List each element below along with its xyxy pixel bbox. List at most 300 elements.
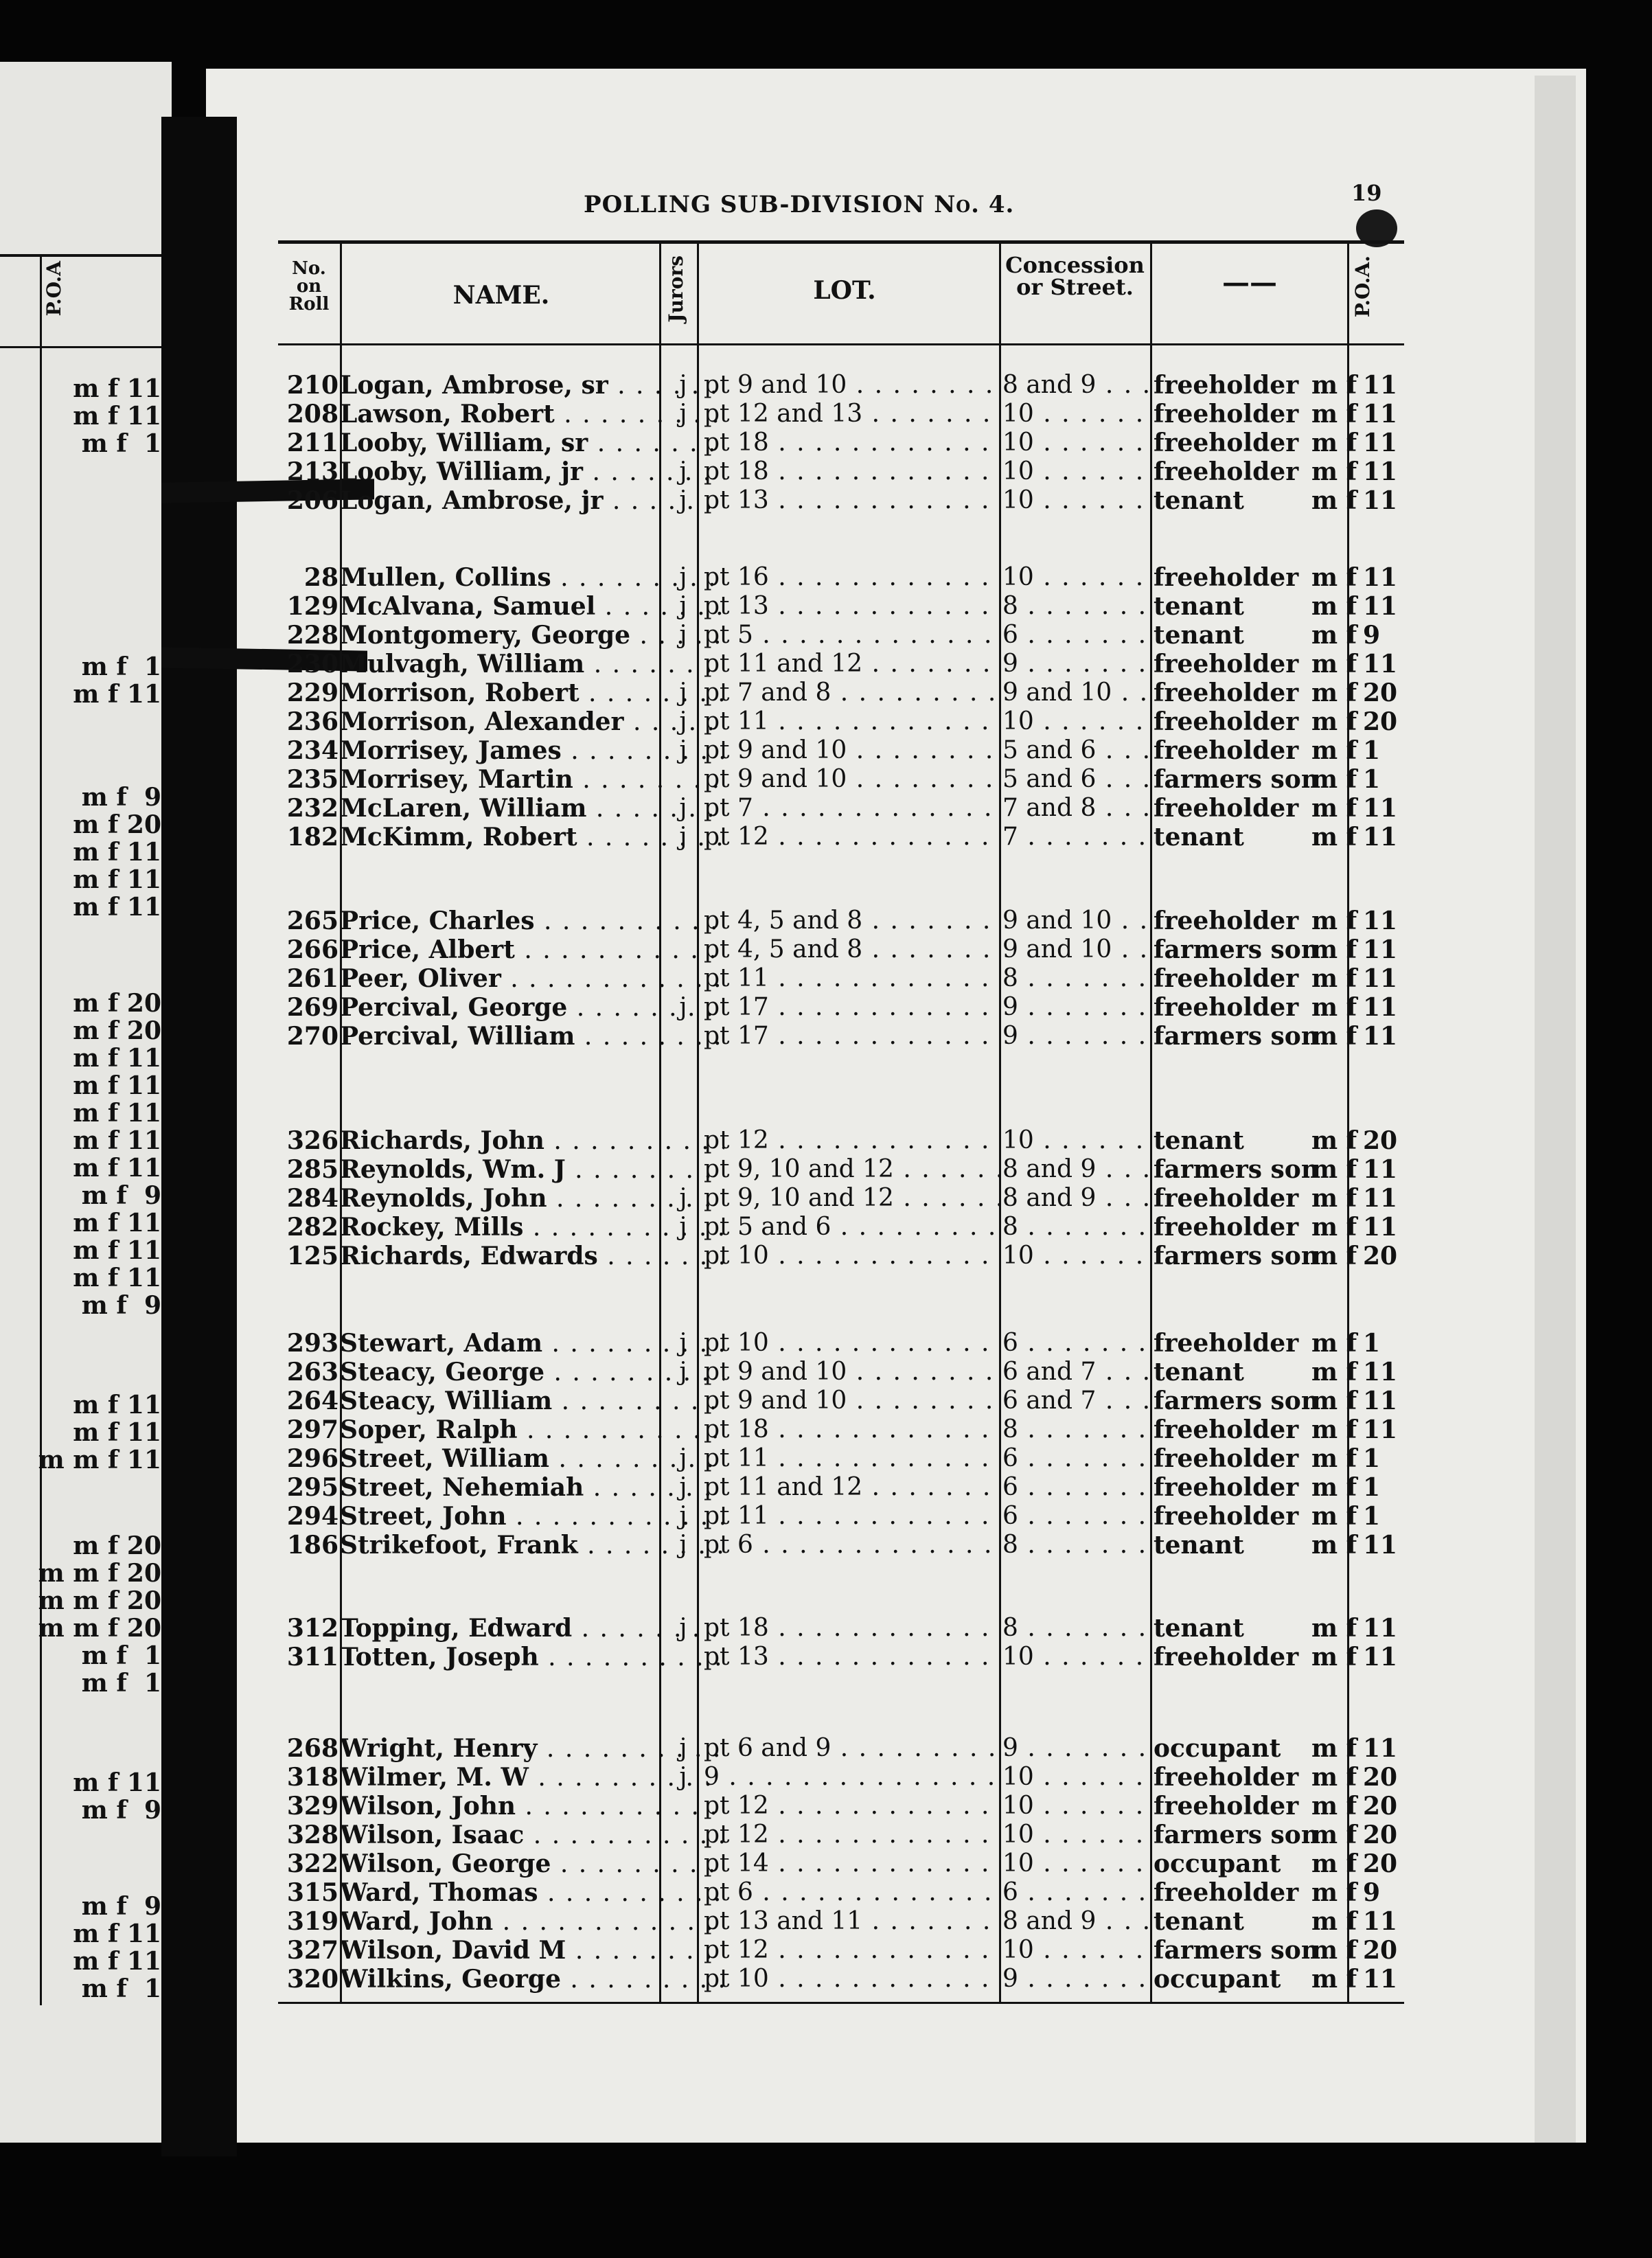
roll-number: 322: [286, 1849, 339, 1878]
lot-value: pt 12 . . .: [704, 1792, 999, 1820]
previous-page-row: m m f 20: [38, 1586, 161, 1615]
previous-page-row: m f 11: [73, 1264, 161, 1292]
voter-name: McAlvana, Samuel . . .: [340, 592, 724, 621]
table-row: [278, 964, 1404, 994]
poa-value: 9: [1363, 621, 1381, 650]
lot-value: pt 17 . . .: [704, 1022, 999, 1050]
concession-value: 6 . . .: [1002, 1329, 1152, 1357]
qualification-value: tenant: [1154, 1907, 1244, 1936]
concession-value: 8 and 9 . . .: [1002, 1184, 1152, 1212]
qualification-value: tenant: [1154, 823, 1244, 852]
voter-name: Stewart, Adam . . .: [340, 1329, 724, 1358]
sex-marker: m f: [1311, 1184, 1357, 1213]
previous-page-row: m f 11: [73, 838, 161, 867]
binding-gutter: [161, 117, 237, 2156]
lot-value: pt 9 and 10 . . .: [704, 371, 999, 399]
concession-column-header: Concession or Street.: [1005, 252, 1145, 300]
sex-marker: m f: [1311, 650, 1357, 678]
previous-page-row: m f 11: [73, 1209, 161, 1238]
qualification-value: freeholder: [1154, 1763, 1299, 1792]
lot-value: pt 4, 5 and 8 . . .: [704, 906, 999, 935]
juror-mark: j: [679, 993, 687, 1021]
poa-value: 11: [1363, 1734, 1398, 1763]
concession-value: 9 and 10 . . .: [1002, 678, 1152, 707]
table-row: [278, 563, 1404, 593]
roll-number: 285: [286, 1155, 339, 1184]
table-row: [278, 1242, 1404, 1272]
roll-number: 297: [286, 1415, 339, 1444]
roll-number: 315: [286, 1878, 339, 1907]
roll-number: 210: [286, 371, 339, 400]
table-row: [278, 935, 1404, 966]
concession-value: 8 . . .: [1002, 1614, 1152, 1642]
qualification-value: freeholder: [1154, 1444, 1299, 1473]
juror-mark: j: [679, 486, 687, 514]
sex-marker: m f: [1311, 1531, 1357, 1560]
lot-value: pt 9 and 10 . . .: [704, 1358, 999, 1386]
previous-page-row: m f 1: [81, 652, 161, 681]
qualification-value: freeholder: [1154, 1643, 1299, 1672]
concession-value: 10 . . .: [1002, 486, 1152, 514]
voter-name: Morrison, Alexander . . .: [340, 707, 724, 736]
table-row: [278, 1643, 1404, 1673]
qualification-value: freeholder: [1154, 371, 1299, 400]
previous-page-row: m f 1: [81, 1669, 161, 1698]
table-row: [278, 1878, 1404, 1908]
poa-value: 20: [1363, 1936, 1398, 1965]
concession-value: 10 . . .: [1002, 400, 1152, 428]
poa-value: 20: [1363, 678, 1398, 707]
lot-value: pt 12 . . .: [704, 1126, 999, 1154]
voter-name: Street, William . . .: [340, 1444, 724, 1473]
concession-value: 10 . . .: [1002, 1763, 1152, 1791]
roll-number: 270: [286, 1022, 339, 1051]
lot-value: pt 11 . . .: [704, 964, 999, 992]
qualification-value: occupant: [1154, 1965, 1281, 1994]
concession-value: 5 and 6 . . .: [1002, 736, 1152, 764]
sex-marker: m f: [1311, 1936, 1357, 1965]
sex-marker: m f: [1311, 1242, 1357, 1270]
lot-value: pt 12 . . .: [704, 1936, 999, 1964]
previous-page-row: m f 11: [73, 1071, 161, 1100]
sex-marker: m f: [1311, 1907, 1357, 1936]
voter-name: Logan, Ambrose, sr . . .: [340, 371, 724, 400]
sex-marker: m f: [1311, 457, 1357, 486]
lot-value: 9 . . .: [704, 1763, 999, 1791]
lot-value: pt 9 and 10 . . .: [704, 1387, 999, 1415]
voter-name: Wright, Henry . . .: [340, 1734, 724, 1763]
roll-number: 206: [286, 486, 339, 515]
voter-name: Wilson, Isaac . . .: [340, 1821, 724, 1849]
table-row: [278, 1614, 1404, 1644]
poa-value: 11: [1363, 1358, 1398, 1387]
voter-name: Ward, Thomas . . .: [340, 1878, 724, 1907]
poa-value: 11: [1363, 1907, 1398, 1936]
qualification-value: tenant: [1154, 1614, 1244, 1643]
concession-value: 10 . . .: [1002, 457, 1152, 486]
table-header-rule: [278, 343, 1404, 345]
table-row: [278, 457, 1404, 488]
voter-name: Looby, William, sr . . .: [340, 429, 724, 457]
sex-marker: m f: [1311, 935, 1357, 964]
poa-value: 20: [1363, 1792, 1398, 1821]
sex-marker: m f: [1311, 794, 1357, 823]
roll-number: 294: [286, 1502, 339, 1531]
lot-value: pt 10 . . .: [704, 1965, 999, 1993]
poa-value: 20: [1363, 1242, 1398, 1270]
roll-number: 320: [286, 1965, 339, 1994]
roll-number: 235: [286, 765, 339, 794]
concession-value: 6 . . .: [1002, 621, 1152, 649]
juror-mark: j: [679, 1329, 687, 1357]
juror-mark: j: [679, 678, 687, 707]
qualification-value: freeholder: [1154, 400, 1299, 429]
page-edge: [1535, 76, 1576, 2143]
table-row: [278, 1358, 1404, 1388]
juror-mark: j: [679, 371, 687, 399]
lot-value: pt 4, 5 and 8 . . .: [704, 935, 999, 963]
roll-column-header: No. on Roll: [288, 258, 330, 315]
poa-value: 11: [1363, 563, 1398, 592]
qualification-value: freeholder: [1154, 794, 1299, 823]
lot-value: pt 12 . . .: [704, 823, 999, 851]
qualification-value: farmers son: [1154, 935, 1319, 964]
roll-number: 229: [286, 678, 339, 707]
table-row: [278, 592, 1404, 622]
concession-value: 9 . . .: [1002, 1022, 1152, 1050]
roll-number: 268: [286, 1734, 339, 1763]
sex-marker: m f: [1311, 1022, 1357, 1051]
qualification-value: occupant: [1154, 1734, 1281, 1763]
concession-value: 9 and 10 . . .: [1002, 935, 1152, 963]
roll-number: 296: [286, 1444, 339, 1473]
voter-name: Percival, George . . .: [340, 993, 724, 1022]
roll-number: 228: [286, 621, 339, 650]
concession-value: 9 and 10 . . .: [1002, 906, 1152, 935]
qualification-value: tenant: [1154, 1126, 1244, 1155]
roll-number: 213: [286, 457, 339, 486]
table-row: [278, 794, 1404, 824]
table-row: [278, 486, 1404, 516]
qualification-value: farmers son: [1154, 1936, 1319, 1965]
roll-number: 234: [286, 736, 339, 765]
poa-value: 1: [1363, 1444, 1381, 1473]
concession-value: 6 . . .: [1002, 1502, 1152, 1530]
table-row: [278, 678, 1404, 709]
sex-marker: m f: [1311, 1965, 1357, 1994]
previous-page-row: m f 9: [81, 1181, 161, 1210]
sex-marker: m f: [1311, 592, 1357, 621]
voter-name: Wilkins, George . . .: [340, 1965, 724, 1994]
sex-marker: m f: [1311, 1878, 1357, 1907]
previous-page-row: m m f 20: [38, 1559, 161, 1588]
poa-value: 11: [1363, 1155, 1398, 1184]
voter-name: Ward, John . . .: [340, 1907, 724, 1936]
voter-name: Totten, Joseph . . .: [340, 1643, 724, 1672]
sex-marker: m f: [1311, 1213, 1357, 1242]
previous-page-row: m m f 11: [38, 1446, 161, 1474]
table-row: [278, 1022, 1404, 1052]
sex-marker: m f: [1311, 371, 1357, 400]
lot-value: pt 12 . . .: [704, 1821, 999, 1849]
roll-number: 264: [286, 1387, 339, 1415]
sex-marker: m f: [1311, 1763, 1357, 1792]
table-row: [278, 1415, 1404, 1446]
lot-value: pt 5 . . .: [704, 621, 999, 649]
sex-marker: m f: [1311, 1614, 1357, 1643]
poa-value: 11: [1363, 429, 1398, 457]
concession-value: 8 and 9 . . .: [1002, 1155, 1152, 1183]
concession-value: 10 . . .: [1002, 707, 1152, 735]
voter-name: Morrisey, James . . .: [340, 736, 724, 765]
lot-value: pt 9 and 10 . . .: [704, 765, 999, 793]
previous-page-row: m f 11: [73, 1044, 161, 1073]
juror-mark: j: [679, 1614, 687, 1642]
qualification-value: freeholder: [1154, 1502, 1299, 1531]
voter-name: Percival, William . . .: [340, 1022, 724, 1051]
previous-page-row: m f 20: [73, 1531, 161, 1560]
juror-mark: j: [679, 736, 687, 764]
table-row: [278, 993, 1404, 1023]
juror-mark: j: [679, 592, 687, 620]
voter-name: Lawson, Robert . . .: [340, 400, 724, 429]
poa-value: 9: [1363, 1878, 1381, 1907]
table-row: [278, 1387, 1404, 1417]
table-row: [278, 823, 1404, 853]
concession-value: 10 . . .: [1002, 1849, 1152, 1878]
concession-value: 8 . . .: [1002, 964, 1152, 992]
lot-value: pt 10 . . .: [704, 1242, 999, 1270]
lot-value: pt 11 and 12 . . .: [704, 650, 999, 678]
voter-name: Topping, Edward . . .: [340, 1614, 724, 1643]
sex-marker: m f: [1311, 736, 1357, 765]
poa-value: 11: [1363, 906, 1398, 935]
table-top-rule: [278, 240, 1404, 244]
poa-value: 11: [1363, 592, 1398, 621]
roll-number: 182: [286, 823, 339, 852]
sex-marker: m f: [1311, 678, 1357, 707]
qualification-value: freeholder: [1154, 650, 1299, 678]
sex-marker: m f: [1311, 1502, 1357, 1531]
table-row: [278, 736, 1404, 766]
sex-marker: m f: [1311, 765, 1357, 794]
poa-value: 20: [1363, 1849, 1398, 1878]
table-row: [278, 650, 1404, 680]
poa-value: 11: [1363, 1965, 1398, 1994]
qualification-value: freeholder: [1154, 1213, 1299, 1242]
qualification-value: farmers son: [1154, 1387, 1319, 1415]
qualification-value: tenant: [1154, 592, 1244, 621]
juror-mark: j: [679, 823, 687, 851]
roll-number: 261: [286, 964, 339, 993]
qualification-value: farmers son: [1154, 1821, 1319, 1849]
voter-name: Wilmer, M. W . . .: [340, 1763, 724, 1792]
concession-value: 10 . . .: [1002, 1643, 1152, 1671]
qualification-value: freeholder: [1154, 457, 1299, 486]
qualification-value: freeholder: [1154, 1415, 1299, 1444]
qualification-value: freeholder: [1154, 429, 1299, 457]
lot-value: pt 7 and 8 . . .: [704, 678, 999, 707]
voter-name: Morrison, Robert . . .: [340, 678, 724, 707]
poa-value: 1: [1363, 1473, 1381, 1502]
voter-name: Reynolds, Wm. J . . .: [340, 1155, 724, 1184]
table-row: [278, 906, 1404, 937]
concession-value: 10 . . .: [1002, 1792, 1152, 1820]
table-row: [278, 1936, 1404, 1966]
previous-page-row: m f 11: [73, 865, 161, 894]
previous-page-row: m m f 20: [38, 1614, 161, 1643]
lot-value: pt 18 . . .: [704, 1415, 999, 1444]
previous-page-row: m f 20: [73, 989, 161, 1018]
lot-value: pt 13 . . .: [704, 486, 999, 514]
qualification-value: tenant: [1154, 486, 1244, 515]
previous-page-row: m f 11: [73, 1418, 161, 1447]
poa-value: 11: [1363, 1643, 1398, 1672]
voter-name: Street, John . . .: [340, 1502, 724, 1531]
concession-value: 6 and 7 . . .: [1002, 1387, 1152, 1415]
roll-number: 236: [286, 707, 339, 736]
roll-number: 326: [286, 1126, 339, 1155]
poa-value: 11: [1363, 1531, 1398, 1560]
voter-name: Wilson, David M . . .: [340, 1936, 724, 1965]
voter-name: Price, Charles . . .: [340, 906, 724, 935]
sex-marker: m f: [1311, 1473, 1357, 1502]
table-row: [278, 1502, 1404, 1532]
sex-marker: m f: [1311, 1126, 1357, 1155]
poa-value: 11: [1363, 650, 1398, 678]
sex-marker: m f: [1311, 993, 1357, 1022]
concession-value: 6 . . .: [1002, 1444, 1152, 1472]
concession-value: 8 . . .: [1002, 1415, 1152, 1444]
qualification-value: freeholder: [1154, 678, 1299, 707]
qualification-value: farmers son: [1154, 765, 1319, 794]
qualification-value: farmers son: [1154, 1155, 1319, 1184]
voter-name: Soper, Ralph . . .: [340, 1415, 724, 1444]
sex-marker: m f: [1311, 1792, 1357, 1821]
poa-value: 11: [1363, 1022, 1398, 1051]
poa-value: 1: [1363, 765, 1381, 794]
roll-number: 265: [286, 906, 339, 935]
previous-page-row: m f 9: [81, 1892, 161, 1921]
sex-marker: m f: [1311, 1849, 1357, 1878]
lot-value: pt 9 and 10 . . .: [704, 736, 999, 764]
name-column-header: NAME.: [452, 281, 550, 310]
voter-name: Richards, John . . .: [340, 1126, 724, 1155]
poa-value: 11: [1363, 964, 1398, 993]
previous-page-row: m f 1: [81, 1974, 161, 2003]
previous-page-row: m f 11: [73, 1099, 161, 1128]
table-row: [278, 765, 1404, 795]
poa-value: 1: [1363, 736, 1381, 765]
roll-number: 232: [286, 794, 339, 823]
roll-number: 208: [286, 400, 339, 429]
lot-value: pt 13 . . .: [704, 592, 999, 620]
juror-mark: j: [679, 1502, 687, 1530]
qualification-value: freeholder: [1154, 1878, 1299, 1907]
table-row: [278, 1965, 1404, 1995]
poa-value: 11: [1363, 1387, 1398, 1415]
concession-value: 6 . . .: [1002, 1473, 1152, 1501]
voter-name: Looby, William, jr . . .: [340, 457, 724, 486]
roll-number: 28: [303, 563, 339, 592]
lot-value: pt 11 . . .: [704, 1502, 999, 1530]
lot-value: pt 18 . . .: [704, 429, 999, 457]
concession-value: 8 . . .: [1002, 1531, 1152, 1559]
table-row: [278, 1734, 1404, 1764]
poa-value: 11: [1363, 457, 1398, 486]
roll-number: 125: [286, 1242, 339, 1270]
concession-value: 5 and 6 . . .: [1002, 765, 1152, 793]
poa-value: 1: [1363, 1502, 1381, 1531]
previous-page-row: m f 11: [73, 1391, 161, 1419]
roll-number: 312: [286, 1614, 339, 1643]
qualification-value: freeholder: [1154, 1184, 1299, 1213]
qualification-value: freeholder: [1154, 1329, 1299, 1358]
previous-page-row: m f 11: [73, 374, 161, 403]
lot-value: pt 16 . . .: [704, 563, 999, 591]
previous-page-row: m f 11: [73, 893, 161, 922]
qualification-value: freeholder: [1154, 964, 1299, 993]
table-row: [278, 1531, 1404, 1561]
voter-name: Montgomery, George . . .: [340, 621, 724, 650]
voter-name: Steacy, George . . .: [340, 1358, 724, 1387]
poa-value: 11: [1363, 400, 1398, 429]
sex-marker: m f: [1311, 1329, 1357, 1358]
poa-column-header: P.O.A.: [1351, 255, 1374, 318]
qualification-value: farmers son: [1154, 1242, 1319, 1270]
concession-value: 6 . . .: [1002, 1878, 1152, 1906]
concession-value: 10 . . .: [1002, 1126, 1152, 1154]
poa-value: 20: [1363, 1126, 1398, 1155]
table-bottom-rule: [278, 2002, 1404, 2004]
table-row: [278, 1444, 1404, 1474]
previous-page-row: m f 11: [73, 1154, 161, 1183]
juror-mark: j: [679, 457, 687, 486]
lot-value: pt 11 and 12 . . .: [704, 1473, 999, 1501]
roll-number: 327: [286, 1936, 339, 1965]
roll-number: 230: [286, 650, 339, 678]
poa-value: 1: [1363, 1329, 1381, 1358]
voter-name: Rockey, Mills . . .: [340, 1213, 724, 1242]
juror-mark: j: [679, 1184, 687, 1212]
concession-value: 8 . . .: [1002, 1213, 1152, 1241]
lot-value: pt 13 and 11 . . .: [704, 1907, 999, 1935]
sex-marker: m f: [1311, 1415, 1357, 1444]
previous-page-row: m f 11: [73, 1947, 161, 1976]
roll-number: 263: [286, 1358, 339, 1387]
qualification-value: freeholder: [1154, 1473, 1299, 1502]
sex-marker: m f: [1311, 1643, 1357, 1672]
sex-marker: m f: [1311, 429, 1357, 457]
lot-value: pt 17 . . .: [704, 993, 999, 1021]
concession-value: 6 and 7 . . .: [1002, 1358, 1152, 1386]
qualification-value: tenant: [1154, 621, 1244, 650]
voter-name: Price, Albert . . .: [340, 935, 724, 964]
voter-name: Street, Nehemiah . . .: [340, 1473, 724, 1502]
qualification-value: farmers son: [1154, 1022, 1319, 1051]
lot-value: pt 12 and 13 . . .: [704, 400, 999, 428]
qualification-value: occupant: [1154, 1849, 1281, 1878]
previous-page-row: m f 11: [73, 402, 161, 431]
table-row: [278, 1907, 1404, 1937]
poa-value: 11: [1363, 1213, 1398, 1242]
page-title: POLLING SUB-DIVISION No. 4.: [584, 191, 1015, 218]
lot-value: pt 6 . . .: [704, 1878, 999, 1906]
previous-page-row: m f 11: [73, 1126, 161, 1155]
previous-page-row: m f 9: [81, 1291, 161, 1320]
concession-value: 10 . . .: [1002, 429, 1152, 457]
poa-value: 11: [1363, 1184, 1398, 1213]
